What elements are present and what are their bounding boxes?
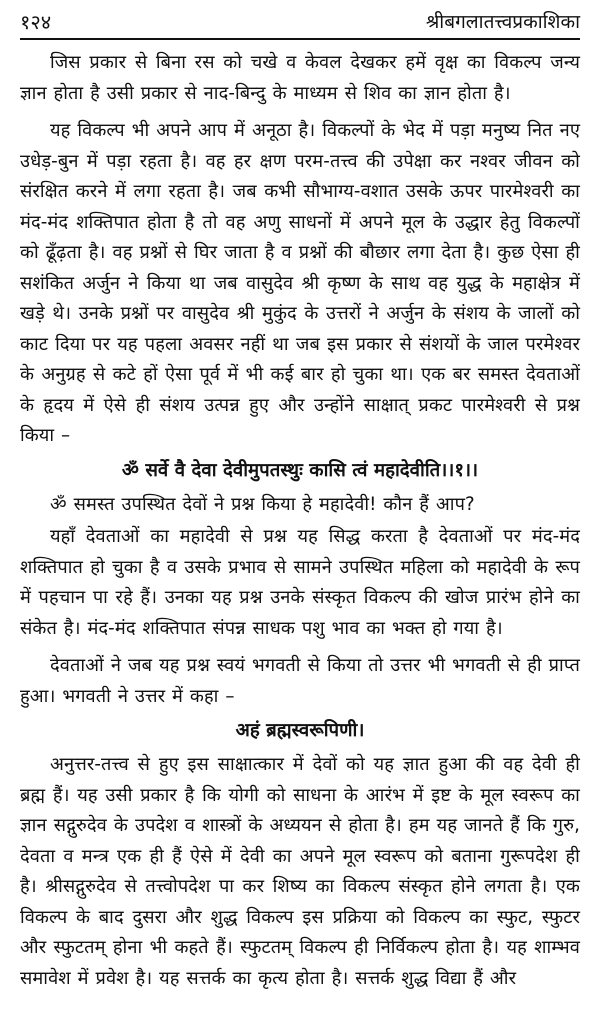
page-body <box>20 48 580 994</box>
verse-1: ॐ सर्वे वै देवा देवीमुपतस्थुः कासि त्वं महादेवीति।।१।। <box>121 459 479 481</box>
paragraph-2: यह विकल्प भी अपने आप में अनूठा है। विकल्पों के भेद में पड़ा मनुष्य नित नए उधेड़-बुन में पड़ा रहता है। वह हर क्षण परम-तत्त्व की उपेक्षा कर नश्वर जीवन को संरक्षित करने में लगा रहता है। जब कभी सौभाग्य-वशात उसके ऊपर पारमेश्वरी का मंद-मंद शक्तिपात होता है तो वह अणु साधनों में अपने मूल के उद्धार हेतु विकल्पों को ढूँढ़ता है। वह प्रश्नों से घिर जाता है व प्रश्नों की बौछार लगा देता है। कुछ ऐसा ही सशंकित अर्जुन ने किया था जब वासुदेव श्री कृष्ण के साथ वह युद्ध के महाक्षेत्र में खड़े थे। उनके प्रश्नों पर वासुदेव श्री मुकुंद के उत्तरों ने अर्जुन के संशय के जालों को काट दिया पर यह पहला अवसर नहीं था जब इस प्रकार से संशयों के जाल परमेश्वर के अनुग्रह से कटे हों ऐसा पूर्व में भी कई बार हो चुका था। एक बर समस्त देवताओं के हृदय में ऐसे ही संशय उत्पन्न हुए और उन्होंने साक्षात् प्रकट पारमेश्वरी से प्रश्न किया – <box>20 120 580 446</box>
verse-2: अहं ब्रह्मस्वरूपिणी। <box>235 720 365 741</box>
paragraph-6: अनुत्तर-तत्त्व से हुए इस साक्षात्कार में देवों को यह ज्ञात हुआ की वह देवी ही ब्रह्म हैं। यह उसी प्रकार है कि योगी को साधना के आरंभ में इष्ट के मूल स्वरूप का ज्ञान सद्गुरुदेव के उपदेश व शास्त्रों के अध्ययन से होता है। हम यह जानते हैं कि गुरु, देवता व मन्त्र एक ही हैं ऐसे में देवी का अपने मूल स्वरूप को बताना गुरूपदेश ही है। श्रीसद्गुरुदेव से तत्त्वोपदेश पा कर शिष्य का विकल्प संस्कृत होने लगता है। एक विकल्प के बाद दुसरा और शुद्ध विकल्प इस प्रक्रिया को विकल्प का स्फुट, स्फुटर और स्फुटतम् होना भी कहते हैं। स्फुटतम् विकल्प ही निर्विकल्प होता है। यह शाम्भव समावेश में प्रवेश है। यह सत्तर्क का कृत्य होता है। सत्तर्क शुद्ध विद्या हैं और <box>20 754 580 989</box>
paragraph-5: देवताओं ने जब यह प्रश्न स्वयं भगवती से किया तो उत्तर भी भगवती से ही प्राप्त हुआ। भगवती ने उत्तर में कहा – <box>20 655 580 707</box>
paragraph-1: जिस प्रकार से बिना रस को चखे व केवल देखकर हमें वृक्ष का विकल्प जन्य ज्ञान होता है उसी प्रकार से नाद-बिन्दु के माध्यम से शिव का ज्ञान होता है। <box>20 52 580 104</box>
paragraph-3: ॐ समस्त उपस्थित देवों ने प्रश्न किया हे महादेवी! कौन हैं आप? <box>50 493 475 515</box>
paragraph-4: यहाँ देवताओं का महादेवी से प्रश्न यह सिद्ध करता है देवताओं पर मंद-मंद शक्तिपात हो चुका है व उसके प्रभाव से सामने उपस्थित महिला को महादेवी के रूप में पहचान पा रहे हैं। उनका यह प्रश्न उनके संस्कृत विकल्प की खोज प्रारंभ होने का संकेत है। मंद-मंद शक्तिपात संपन्न साधक पशु भाव का भक्त हो गया है। <box>20 526 580 639</box>
page-number: १२४ <box>20 10 52 34</box>
page-header <box>20 8 580 40</box>
running-title: श्रीबगलातत्त्वप्रकाशिका <box>425 11 580 33</box>
